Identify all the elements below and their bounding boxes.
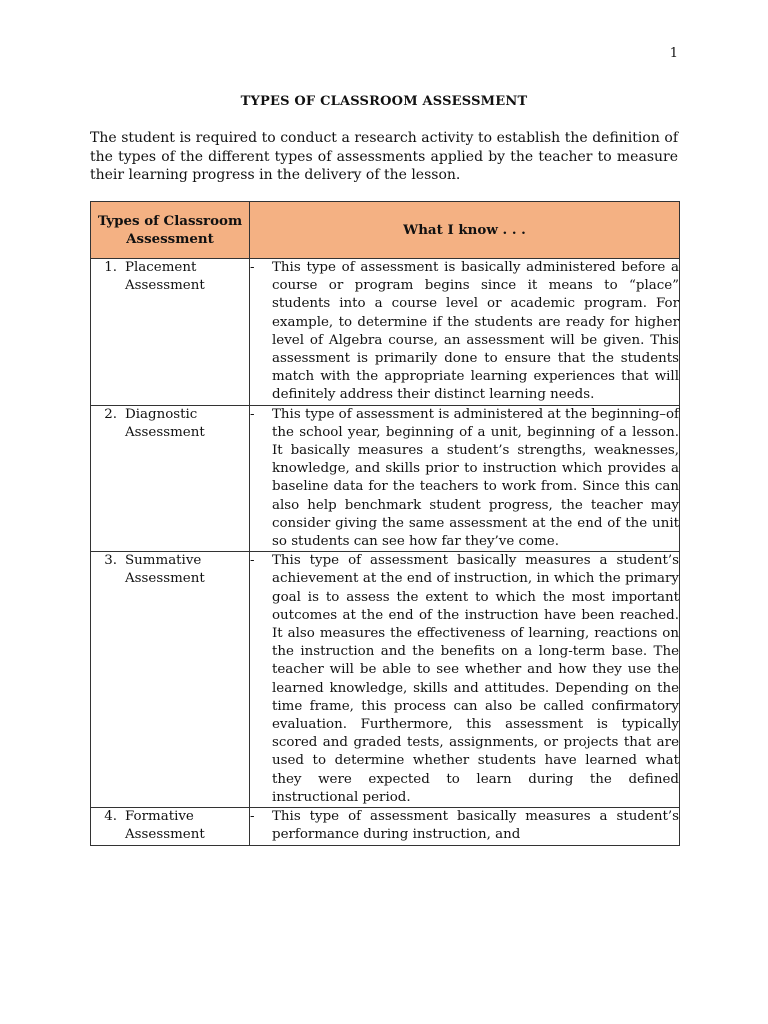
description-cell: [250, 808, 680, 845]
assessment-type-name: Formative Assessment: [125, 809, 205, 843]
table-row: [91, 259, 680, 406]
description-cell: [250, 259, 680, 406]
description-text: This type of assessment basically measures a student’s performance during instruction, and: [272, 809, 679, 843]
description-cell: [250, 405, 680, 552]
table-row: [91, 552, 680, 808]
table-row: [91, 405, 680, 552]
description-text: This type of assessment basically measures a student’s achievement at the end of instruction, in which the primary goal is to assess the extent to which the most important outcomes at the end of the instruction have been reached. It also measures the effectiveness of learning, reactions on the instruction and the benefits on a long-term base. The teacher will be able to see whether and how they use the learned knowledge, skills and attitudes. Depending on the time frame, this process can also be called confirmatory evaluation. Furthermore, this assessment is typically scored and graded tests, assignments, or projects that are used to determine whether students have learned what they were expected to learn during the defined instructional period.: [272, 553, 679, 805]
assessment-type-name: Placement Assessment: [125, 260, 205, 294]
bullet-dash: -: [250, 553, 255, 569]
description-text: This type of assessment is administered at the beginning–of the school year, beginning of a unit, beginning of a lesson. It basically measures a student’s strengths, weaknesses, knowledge, and skills prior to instruction which provides a baseline data for the teachers to work from. Since this can also help benchmark student progress, the teacher may consider giving the same assessment at the end of the unit so students can see how far they’ve come.: [272, 406, 680, 550]
assessment-type-cell: [91, 808, 250, 845]
assessment-type-cell: [91, 552, 250, 808]
row-number: 4.: [104, 809, 117, 825]
assessment-type-name: Diagnostic Assessment: [125, 406, 205, 440]
table-header-row: [91, 202, 680, 259]
assessment-type-name: Summative Assessment: [125, 553, 205, 587]
row-number: 1.: [104, 260, 117, 275]
page-number: 1: [669, 46, 678, 61]
bullet-dash: -: [250, 260, 255, 275]
document-title: TYPES OF CLASSROOM ASSESSMENT: [240, 94, 528, 109]
row-number: 2.: [104, 406, 117, 422]
intro-paragraph: The student is required to conduct a research activity to establish the definition of the types of the different types of assessments applied by the teacher to measure their learning progress in the delivery of the lesson.: [90, 130, 678, 183]
assessment-type-cell: [91, 259, 250, 406]
table-row: [91, 808, 680, 845]
row-number: 3.: [104, 553, 117, 569]
description-cell: [250, 552, 680, 808]
assessment-type-cell: [91, 405, 250, 552]
assessment-table: [90, 201, 680, 846]
bullet-dash: -: [250, 406, 255, 422]
header-types-column: Types of Classroom Assessment: [91, 202, 250, 259]
description-text: This type of assessment is basically administered before a course or program begins since it means to “place” students into a course level or academic program. For example, to determine if the students are ready for higher level of Algebra course, an assessment will be given. This assessment is primarily done to ensure that the students match with the appropriate learning experiences that will definitely address their distinct learning needs.: [272, 260, 679, 403]
header-what-i-know-column: What I know . . .: [250, 202, 680, 259]
bullet-dash: -: [250, 809, 255, 825]
